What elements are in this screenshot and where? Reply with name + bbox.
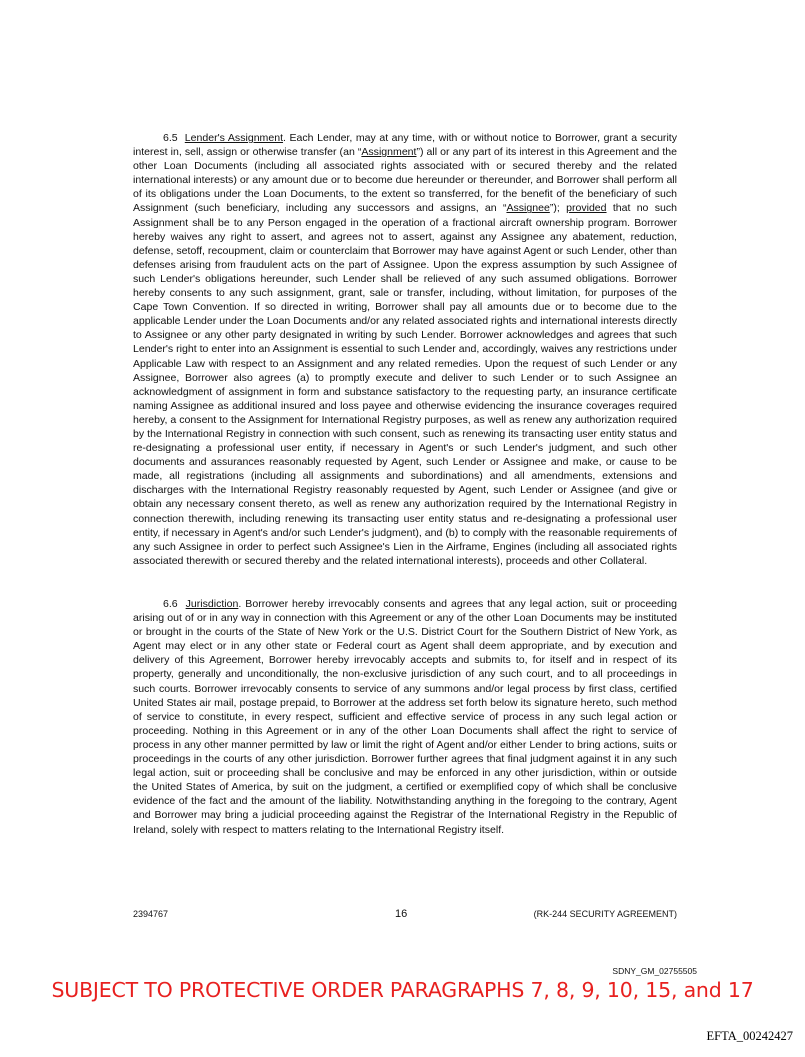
section-text: ”) all or any part of its interest in this Agreement and the other Loan Documents (including all associated rights associated with or secured thereby and the related international interests) or any amount due or to become due hereunder or thereunder, and Borrower shall perform all of its obligations under the Loan Documents, to the extent so transferred, for the benefit of the beneficiary of such Assignment (such beneficiary, including any successors and assigns, an “ — [133, 146, 677, 215]
bates-number: SDNY_GM_02755505 — [612, 966, 697, 976]
section-number: 6.5 — [163, 132, 178, 144]
efta-number: EFTA_00242427 — [706, 1029, 793, 1043]
section-text: ”); — [549, 202, 567, 215]
section-6-6-paragraph — [133, 597, 677, 837]
section-heading: Lender's Assignment — [184, 132, 284, 144]
defined-term-assignment: Assignment — [361, 146, 417, 159]
defined-term-assignee: Assignee — [506, 202, 550, 215]
document-title: (RK-244 SECURITY AGREEMENT) — [533, 909, 677, 919]
page-footer — [133, 909, 677, 923]
section-heading: Jurisdiction — [185, 598, 239, 610]
term-provided: provided — [566, 202, 607, 215]
section-text: that no such Assignment shall be to any Person engaged in the operation of a fractional aircraft ownership program. Borrower hereby waives any right to assert, and agrees not to assert, against any Assignee any abatement, reduction, defense, setoff, recoupment, claim or counterclaim that Borrower may have against Agent or such Lender, other than defenses arising from fraudulent acts on the part of Assignee. Upon the express assumption by such Assignee of such Lender's obligations hereunder, such Lender shall be relieved of any such assumed obligations. Borrower hereby consents to any such assignment, grant, sale or transfer, including, without limitation, for purposes of the Cape Town Convention. If so directed in writing, Borrower shall pay all amounts due or to become due to the applicable Lender under the Loan Documents and/or any related associated rights and international interests directly to Assignee or any other party designated in writing by such Lender. Borrower acknowledges and agrees that such Lender's right to enter into an Assignment is essential to such Lender and, accordingly, waives any restrictions under Applicable Law with respect to an Assignment and any related remedies. Upon the request of such Lender or any Assignee, Borrower also agrees (a) to promptly execute and deliver to such Lender or to such Assignee an acknowledgment of assignment in form and substance satisfactory to the requesting party, an insurance certificate naming Assignee as additional insured and loss payee and otherwise evidencing the insurance coverages required hereby, a consent to the Assignment for International Registry purposes, as well as renew any authorization required by the International Registry in connection with such consent, such as renewing its transacting user entity status and re-designating a professional user entity, if necessary in Agent's or such Lender's judgment, and such other documents and assurances reasonably requested by Agent, such Lender or Assignee and make, or cause to be made, all registrations (including all assignments and subordinations) and all amendments, extensions and discharges with the International Registry reasonably requested by Agent, such Lender or Assignee (and give or obtain any necessary consent thereto, as well as renew any authorization required by the International Registry in connection therewith, including renewing its transacting user entity status and re-designating a professional user entity, if necessary in Agent's and/or such Lender's judgment), and (b) to comply with the reasonable requirements of any such Assignee in order to perfect such Assignee's Lien in the Airframe, Engines (including all associated rights associated therewith or secured thereby and the related international interests), proceeds and other Collateral. — [133, 202, 677, 567]
page-number: 16 — [395, 908, 408, 920]
section-text: . Each Lender, may at any time, with or without notice to Borrower, grant a security interest in, sell, assign or otherwise transfer (an “ — [133, 132, 677, 159]
section-6-5-paragraph — [133, 131, 677, 568]
protective-order-stamp: SUBJECT TO PROTECTIVE ORDER PARAGRAPHS 7, 8, 9, 10, 15, and 17 — [51, 978, 754, 1002]
document-number: 2394767 — [133, 909, 169, 919]
section-text: . Borrower hereby irrevocably consents and agrees that any legal action, suit or proceeding arising out of or in any way in connection with this Agreement or any of the other Loan Documents may be instituted or brought in the courts of the State of New York or the U.S. District Court for the Southern District of New York, as Agent may elect or in any other state or Federal court as Agent shall deem appropriate, and by execution and delivery of this Agreement, Borrower hereby irrevocably accepts and submits to, for itself and in respect of its property, generally and unconditionally, the non-exclusive jurisdiction of any such court, and to all proceedings in such courts. Borrower irrevocably consents to service of any summons and/or legal process by first class, certified United States air mail, postage prepaid, to Borrower at the address set forth below its signature hereto, such method of service to constitute, in every respect, sufficient and effective service of process in any such legal action or proceeding. Nothing in this Agreement or in any of the other Loan Documents shall affect the right to service of process in any other manner permitted by law or limit the right of Agent and/or either Lender to bring actions, suits or proceedings in the courts of any other jurisdiction. Borrower further agrees that final judgment against it in any such legal action, suit or proceeding shall be conclusive and may be enforced in any other jurisdiction, within or outside the United States of America, by suit on the judgment, a certified or exemplified copy of which shall be conclusive evidence of the fact and the amount of the liability. Notwithstanding anything in the foregoing to the contrary, Agent and Borrower may bring a judicial proceeding against the Registrar of the International Registry in the Republic of Ireland, solely with respect to matters relating to the International Registry itself. — [133, 598, 677, 836]
section-number: 6.6 — [163, 598, 178, 610]
